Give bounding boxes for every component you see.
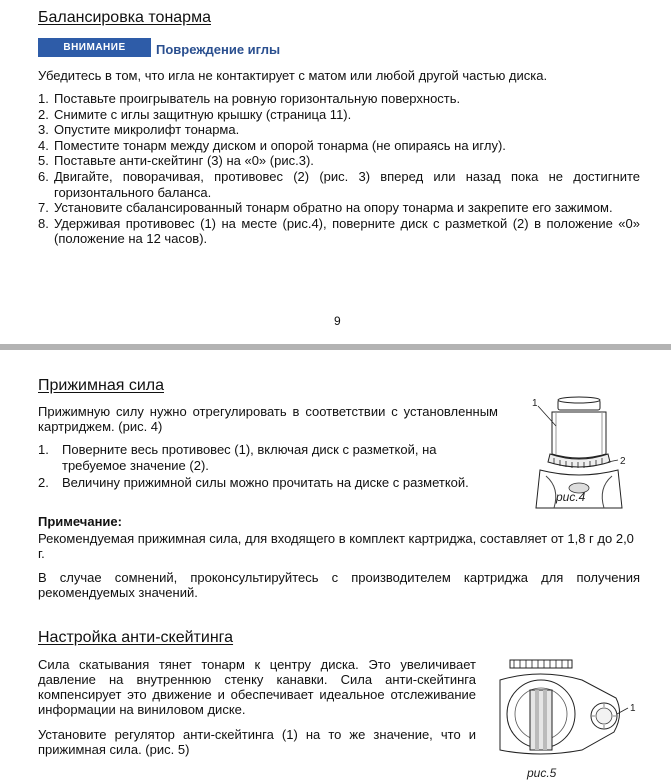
figure-caption-5: рис.5 <box>527 766 557 780</box>
list-item: 2. Величину прижимной силы можно прочитать на диске с разметкой. <box>38 475 469 491</box>
warning-title: Повреждение иглы <box>156 42 281 57</box>
section-title-balancing: Балансировка тонарма <box>38 9 211 26</box>
list-item: 4. Поместите тонарм между диском и опорой тонарма (не опираясь на иглу). <box>38 137 506 153</box>
section-title-tracking-force: Прижимная сила <box>38 377 164 394</box>
note-text: Рекомендуемая прижимная сила, для входящего в комплект картриджа, составляет от 1,8 г до 2,0 г. <box>38 531 634 561</box>
list-item: 1. Поверните весь противовес (1), включая диск с разметкой, на требуемое значение (2). <box>38 442 437 473</box>
list-item: 8. Удерживая противовес (1) на месте (рис.4), поверните диск с разметкой (2) в положение «0» (положение на 12 часов). <box>38 215 640 247</box>
page-separator <box>0 344 671 350</box>
note-text-2: В случае сомнений, проконсультируйтесь с производителем картриджа для получения рекомендуемых значений. <box>38 570 640 600</box>
balancing-steps <box>38 91 640 247</box>
warning-badge: ВНИМАНИЕ <box>38 38 151 57</box>
anti-skating-para-2: Установите регулятор анти-скейтинга (1) на то же значение, что и прижимная сила. (рис. 5) <box>38 727 476 757</box>
list-item: 3. Опустите микролифт тонарма. <box>38 122 240 138</box>
anti-skating-figure <box>486 654 646 759</box>
anti-skating-para-1: Сила скатывания тянет тонарм к центру диска. Это увеличивает давление на внутреннюю стенку канавки. Сила анти-скейтинга компенсирует это движение и обеспечивает идеальное отслеживание информации на виниловом диске. <box>38 657 476 717</box>
section-title-anti-skating: Настройка анти-скейтинга <box>38 629 234 646</box>
note-title: Примечание: <box>38 514 122 529</box>
list-item: 1. Поставьте проигрыватель на ровную горизонтальную поверхность. <box>38 91 461 106</box>
tracking-force-steps <box>38 442 500 491</box>
balancing-intro: Убедитесь в том, что игла не контактирует с матом или любой другой частью диска. <box>38 68 548 83</box>
tracking-force-intro: Прижимную силу нужно отрегулировать в соответствии с установленным картриджем. (рис. 4) <box>38 404 498 434</box>
page-number: 9 <box>334 314 341 328</box>
figure-caption-4: рис.4 <box>556 490 586 504</box>
list-item: 6. Двигайте, поворачивая, противовес (2) (рис. 3) вперед или назад пока не достигните горизонтального баланса. <box>38 168 640 200</box>
figure-label-2: 2 <box>620 456 626 467</box>
figure-5-label-1: 1 <box>630 703 636 714</box>
list-item: 7. Установите сбалансированный тонарм обратно на опору тонарма и закрепите его зажимом. <box>38 200 613 216</box>
list-item: 5. Поставьте анти-скейтинг (3) на «0» (рис.3). <box>38 153 314 169</box>
list-item: 2. Снимите с иглы защитную крышку (страница 11). <box>38 106 352 122</box>
figure-label-1: 1 <box>532 398 538 409</box>
